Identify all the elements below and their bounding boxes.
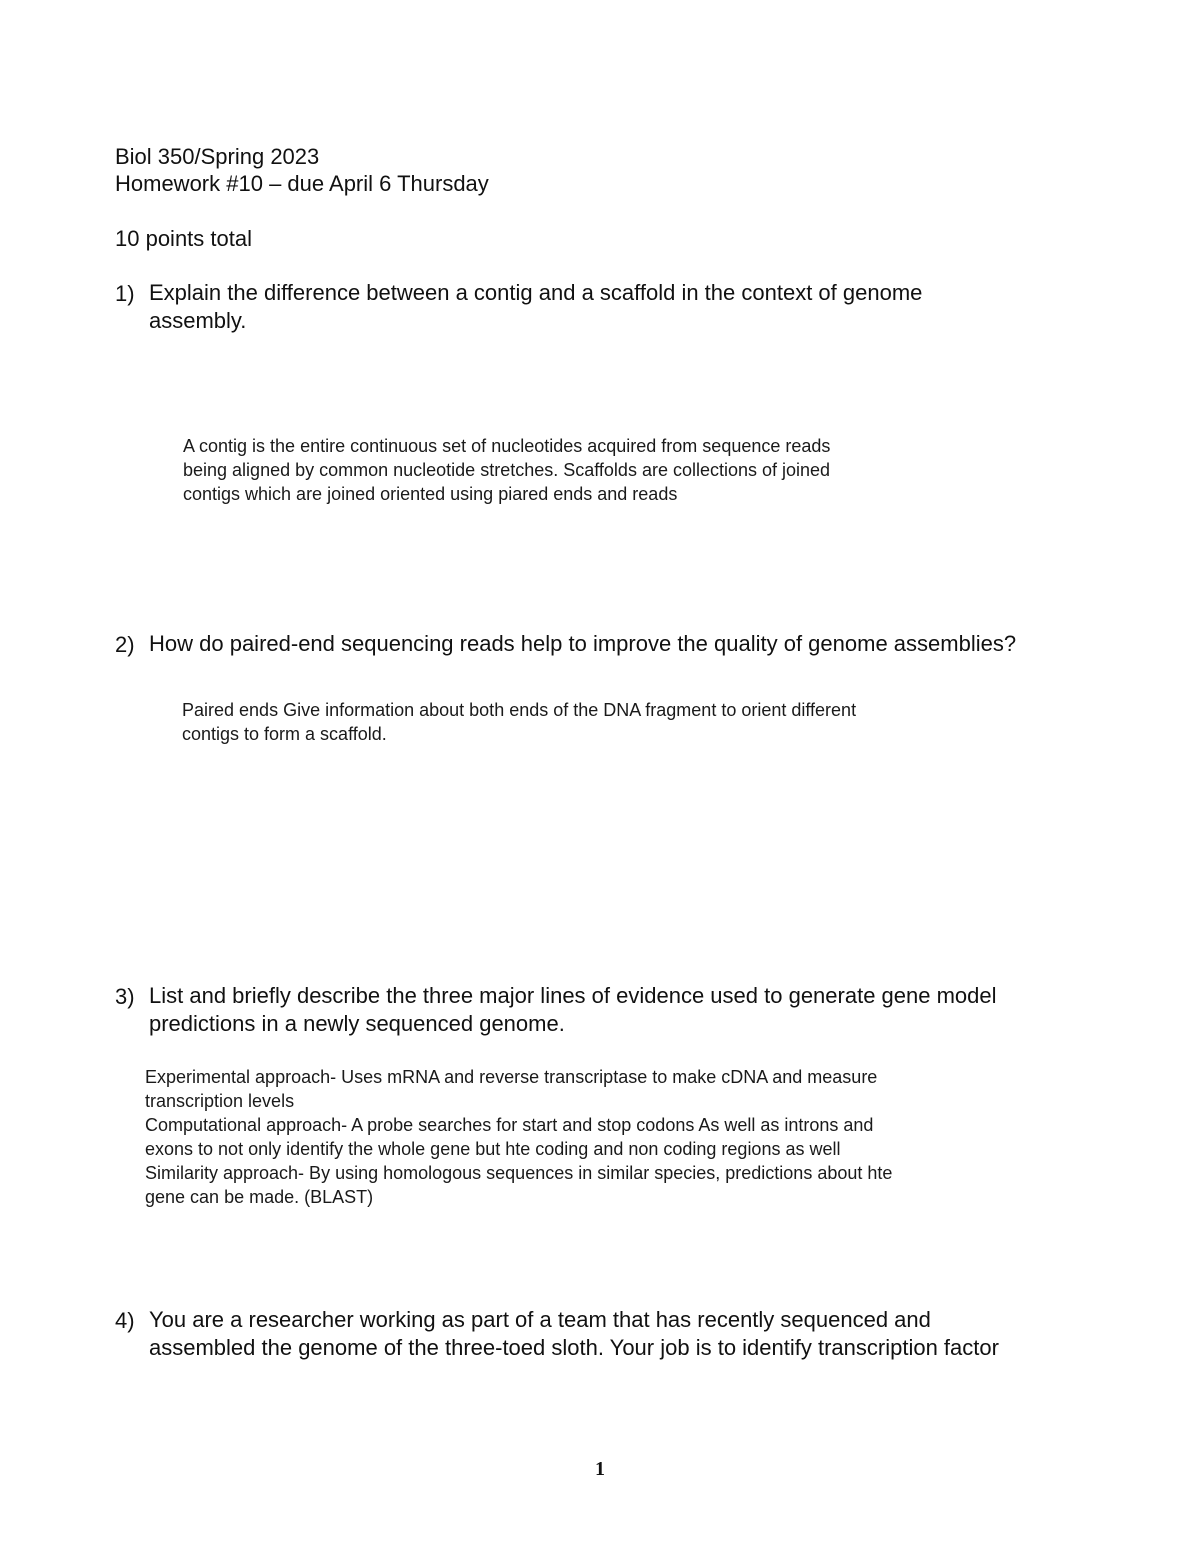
- question-4-number: 4): [115, 1308, 135, 1333]
- question-2-line-1: How do paired-end sequencing reads help to improve the quality of genome assemblies?: [149, 631, 1017, 656]
- answer-3-line-1: Experimental approach- Uses mRNA and reverse transcriptase to make cDNA and measure: [145, 1067, 878, 1087]
- question-1-line-2: assembly.: [149, 308, 247, 333]
- question-3-line-1: List and briefly describe the three major lines of evidence used to generate gene model: [149, 983, 997, 1008]
- assignment-title: Homework #10 – due April 6 Thursday: [115, 171, 489, 196]
- answer-3-line-5: Similarity approach- By using homologous sequences in similar species, predictions about hte: [145, 1163, 893, 1183]
- points-total: 10 points total: [115, 226, 252, 251]
- answer-3-line-6: gene can be made. (BLAST): [145, 1187, 374, 1207]
- question-3-line-2: predictions in a newly sequenced genome.: [149, 1011, 565, 1036]
- question-3-number: 3): [115, 984, 135, 1009]
- answer-3-line-4: exons to not only identify the whole gene but hte coding and non coding regions as well: [145, 1139, 841, 1159]
- question-2-text: [149, 630, 1016, 658]
- question-2-number: 2): [115, 632, 135, 657]
- answer-1-line-2: being aligned by common nucleotide stretches. Scaffolds are collections of joined: [183, 460, 831, 480]
- answer-2-line-2: contigs to form a scaffold.: [182, 724, 387, 744]
- question-3-text: [149, 982, 997, 1038]
- answer-3-line-2: transcription levels: [145, 1091, 295, 1111]
- question-4-line-1: You are a researcher working as part of a team that has recently sequenced and: [149, 1307, 931, 1332]
- question-1-text: [149, 279, 922, 335]
- answer-1-line-3: contigs which are joined oriented using piared ends and reads: [183, 484, 678, 504]
- answer-1-line-1: A contig is the entire continuous set of nucleotides acquired from sequence reads: [183, 436, 831, 456]
- answer-3: [145, 1065, 892, 1209]
- answer-3-line-3: Computational approach- A probe searches for start and stop codons As well as introns and: [145, 1115, 874, 1135]
- question-4-line-2: assembled the genome of the three-toed sloth. Your job is to identify transcription factor: [149, 1335, 999, 1360]
- question-4-text: [149, 1306, 999, 1362]
- question-1-line-1: Explain the difference between a contig and a scaffold in the context of genome: [149, 280, 923, 305]
- answer-1: [183, 434, 830, 506]
- answer-2-line-1: Paired ends Give information about both ends of the DNA fragment to orient different: [182, 700, 857, 720]
- page-number: 1: [595, 1458, 605, 1480]
- question-1-number: 1): [115, 281, 135, 306]
- answer-2: [182, 698, 856, 746]
- course-title: Biol 350/Spring 2023: [115, 144, 320, 169]
